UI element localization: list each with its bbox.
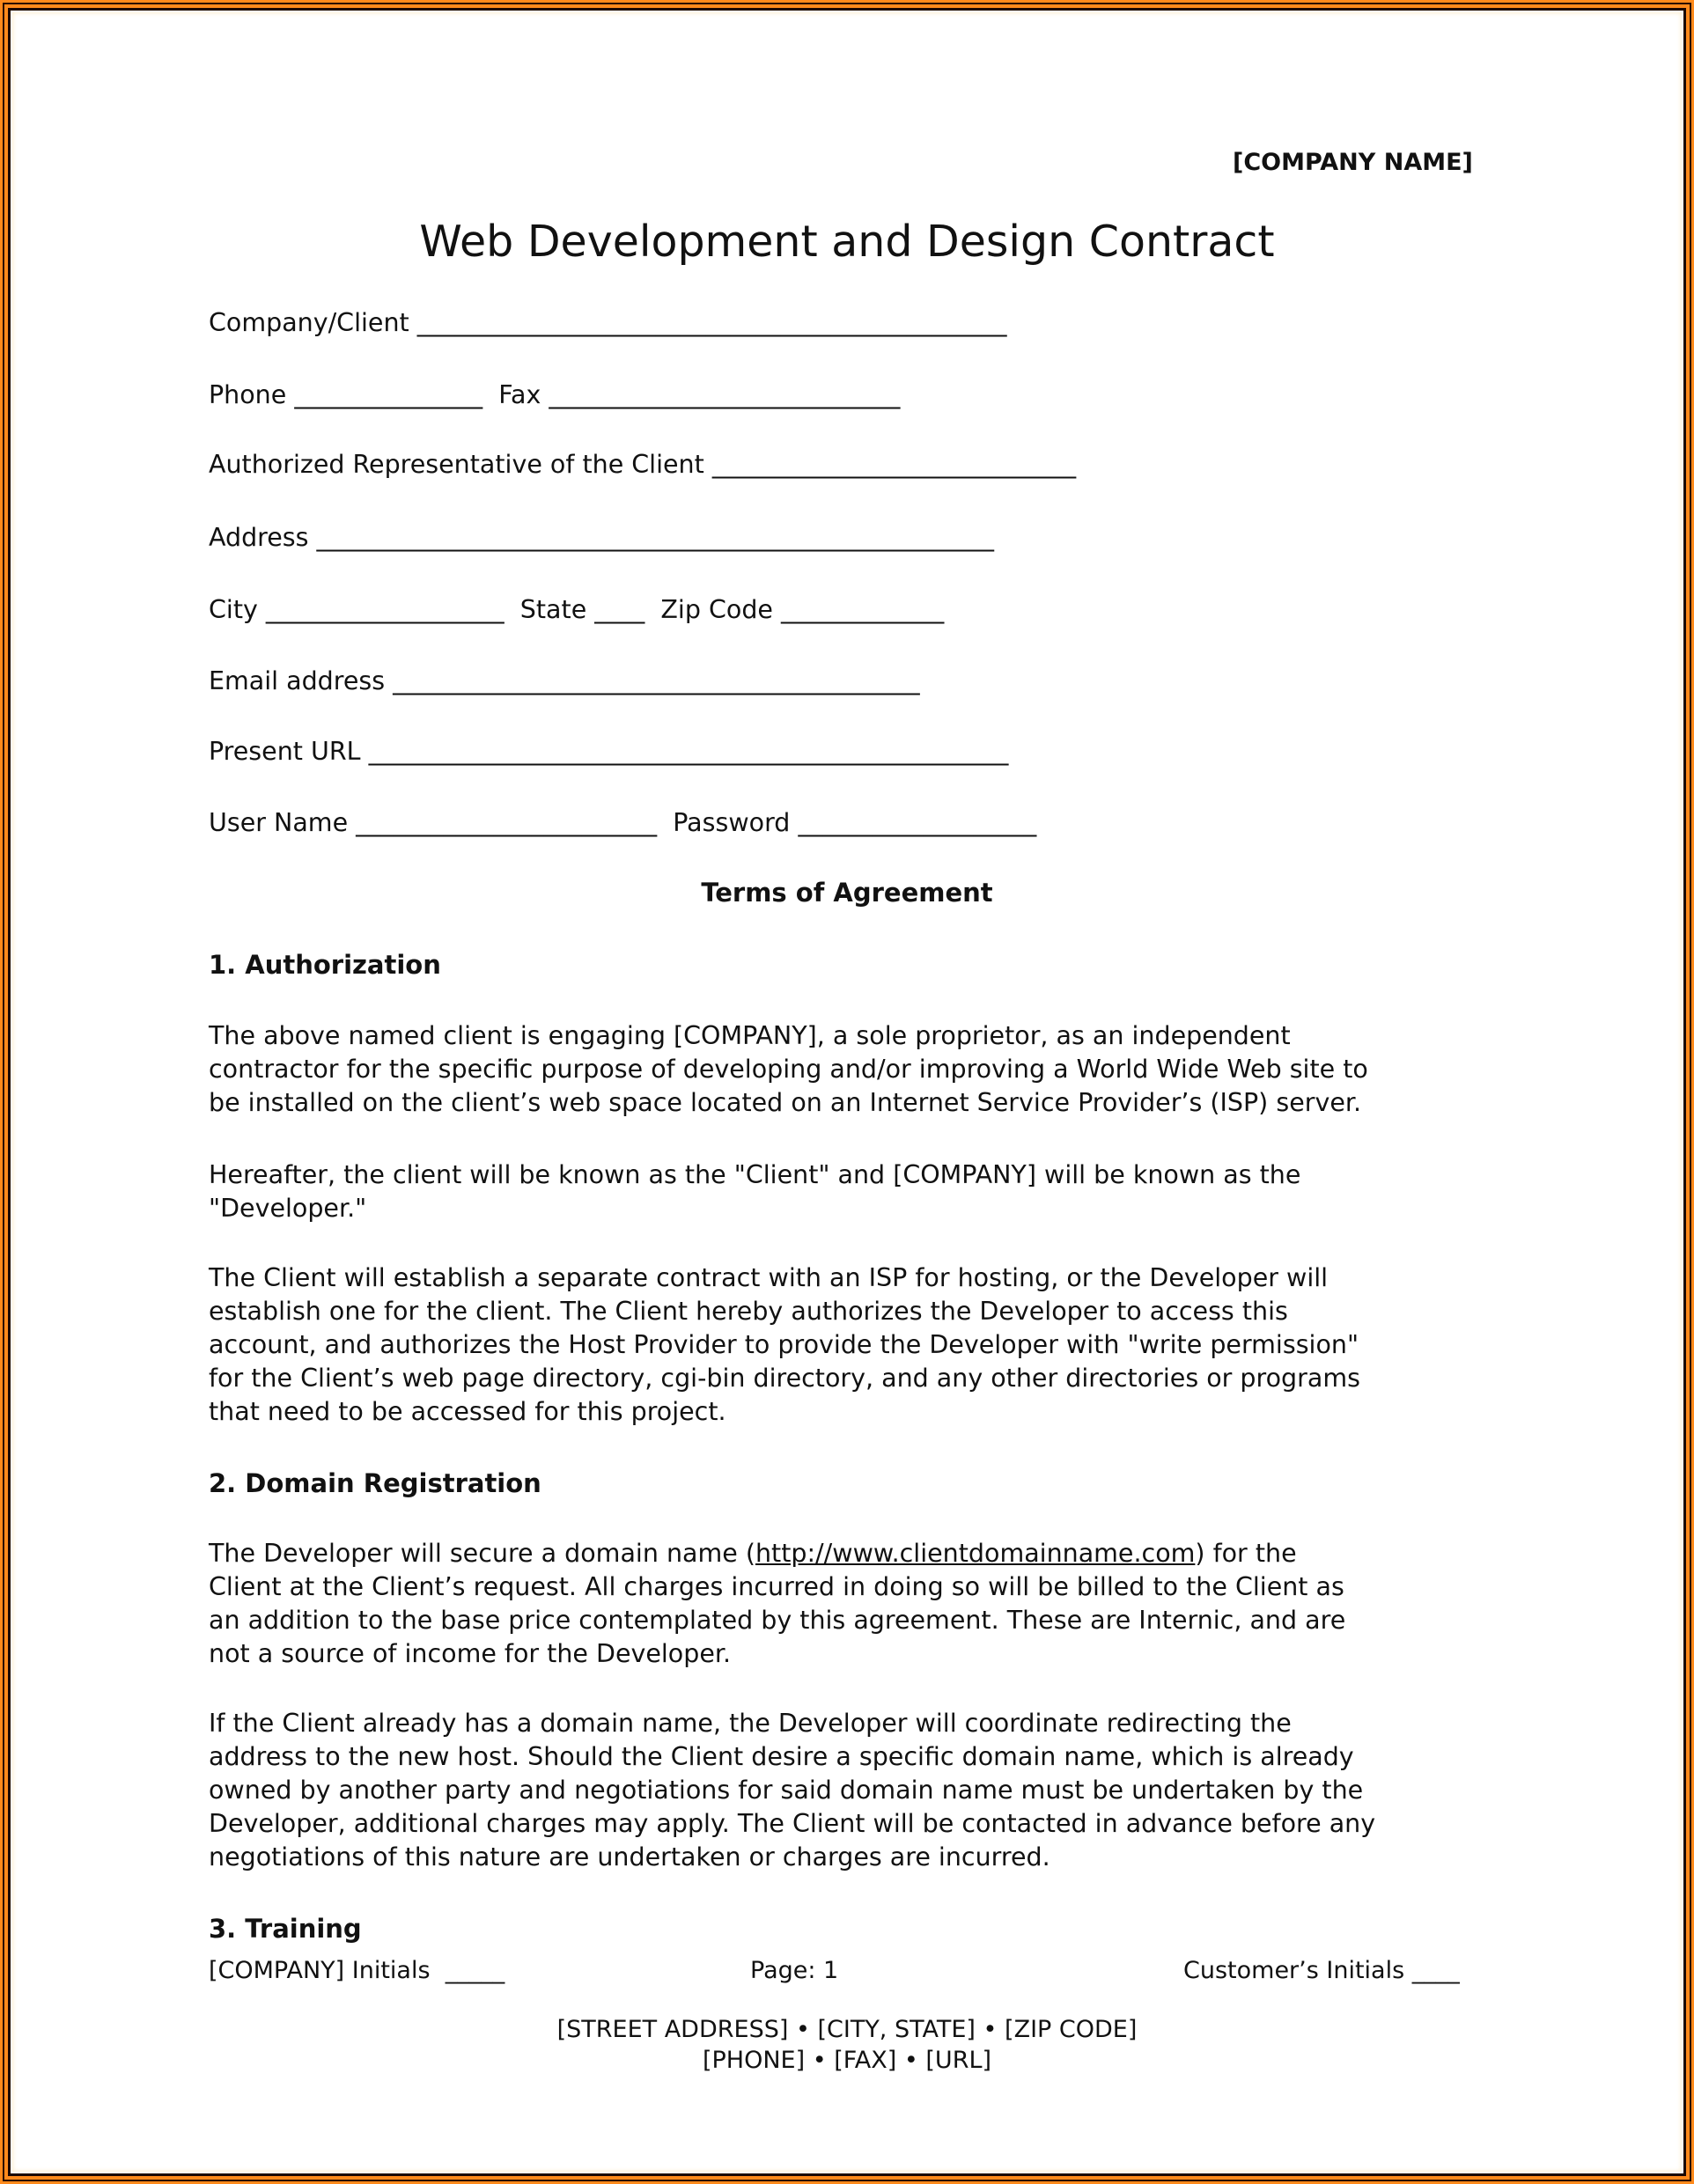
section-3-heading: 3. Training: [209, 1914, 362, 1944]
paragraph-line: that need to be accessed for this project.: [209, 1397, 726, 1426]
paragraph-line: be installed on the client’s web space located on an Internet Service Provider’s (ISP) server.: [209, 1088, 1362, 1117]
present-url-field[interactable]: Present URL ___________________________________________________: [209, 737, 1009, 766]
domain-link[interactable]: http://www.clientdomainname.com: [755, 1539, 1196, 1568]
footer-contact: [PHONE] • [FAX] • [URL]: [702, 2047, 992, 2074]
username-password-field[interactable]: User Name ________________________ Password ___________________: [209, 808, 1037, 837]
paragraph-line: not a source of income for the Developer.: [209, 1639, 732, 1668]
section-1-heading: 1. Authorization: [209, 950, 441, 980]
paragraph-line: The above named client is engaging [COMPANY], a sole proprietor, as an independent: [209, 1021, 1291, 1050]
page-number: Page: 1: [750, 1957, 839, 1984]
text: ) for the: [1195, 1539, 1297, 1568]
customer-initials[interactable]: Customer’s Initials ____: [1183, 1957, 1460, 1984]
paragraph-line: Developer, additional charges may apply. The Client will be contacted in advance before any: [209, 1809, 1376, 1838]
paragraph-line: owned by another party and negotiations for said domain name must be undertaken by the: [209, 1776, 1364, 1805]
paragraph-line: an addition to the base price contemplated by this agreement. These are Internic, and are: [209, 1606, 1346, 1635]
section-2-heading: 2. Domain Registration: [209, 1468, 541, 1498]
paragraph-line: negotiations of this nature are undertaken or charges are incurred.: [209, 1842, 1050, 1871]
footer-address: [STREET ADDRESS] • [CITY, STATE] • [ZIP CODE]: [556, 2016, 1138, 2043]
document-title: Web Development and Design Contract: [419, 217, 1275, 267]
company-initials[interactable]: [COMPANY] Initials _____: [209, 1957, 505, 1984]
company-client-field[interactable]: Company/Client _______________________________________________: [209, 308, 1007, 337]
email-field[interactable]: Email address __________________________________________: [209, 666, 920, 695]
paragraph-line: Client at the Client’s request. All charges incurred in doing so will be billed to the Client as: [209, 1572, 1344, 1601]
paragraph-line: If the Client already has a domain name, the Developer will coordinate redirecting the: [209, 1709, 1292, 1738]
company-name: [COMPANY NAME]: [1233, 149, 1473, 176]
authorized-rep-field[interactable]: Authorized Representative of the Client _____________________________: [209, 450, 1077, 479]
paragraph-line: contractor for the specific purpose of developing and/or improving a World Wide Web site to: [209, 1055, 1368, 1084]
text: The Developer will secure a domain name (: [209, 1539, 755, 1568]
paragraph-line: establish one for the client. The Client hereby authorizes the Developer to access this: [209, 1297, 1288, 1326]
paragraph-line: address to the new host. Should the Client desire a specific domain name, which is already: [209, 1742, 1354, 1771]
terms-heading: Terms of Agreement: [701, 878, 993, 908]
paragraph-line: for the Client’s web page directory, cgi-bin directory, and any other directories or programs: [209, 1364, 1360, 1393]
paragraph-line: The Client will establish a separate contract with an ISP for hosting, or the Developer will: [209, 1263, 1329, 1292]
phone-fax-field[interactable]: Phone _______________ Fax ____________________________: [209, 380, 901, 409]
paragraph-line: account, and authorizes the Host Provider to provide the Developer with "write permission": [209, 1330, 1359, 1359]
paragraph-line: Hereafter, the client will be known as the "Client" and [COMPANY] will be known as the: [209, 1160, 1301, 1189]
city-state-zip-field[interactable]: City ___________________ State ____ Zip Code _____________: [209, 595, 945, 624]
paragraph-line: [209, 1538, 1297, 1570]
address-field[interactable]: Address ______________________________________________________: [209, 523, 995, 552]
paragraph-line: "Developer.": [209, 1194, 367, 1223]
